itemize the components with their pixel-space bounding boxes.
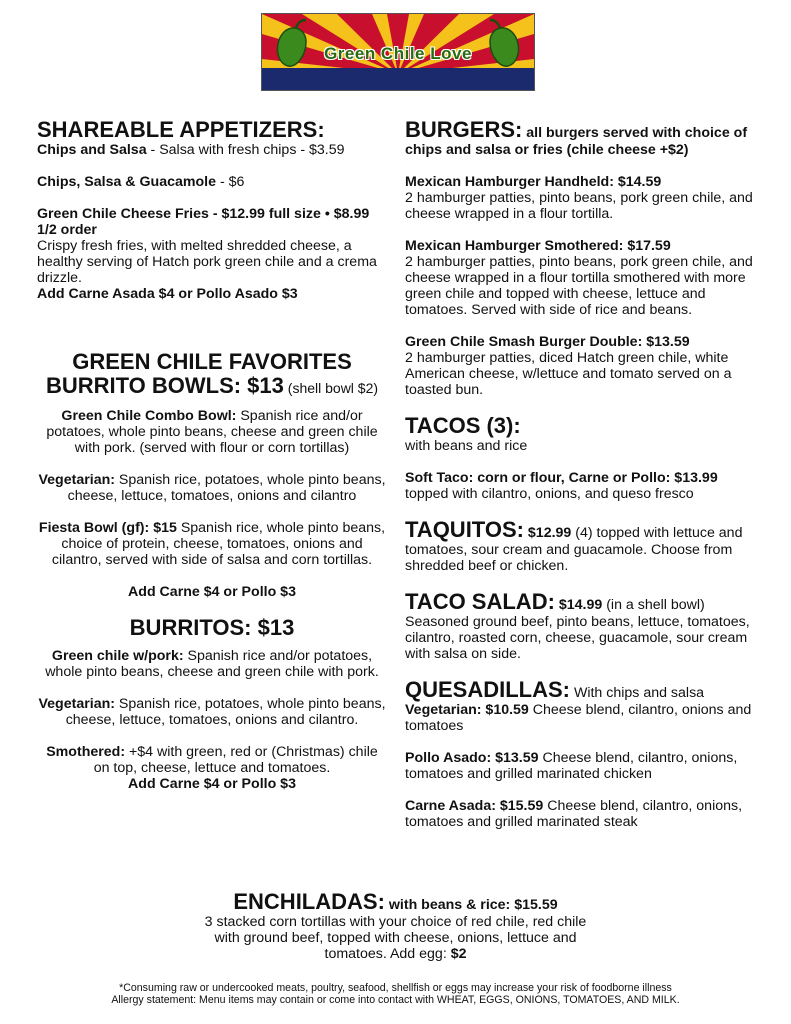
tacos-title: TACOS (3): xyxy=(405,413,521,438)
quesadillas-heading: QUESADILLAS: With chips and salsa xyxy=(405,677,705,702)
enchiladas-heading: ENCHILADAS: with beans & rice: $15.59 xyxy=(233,889,558,914)
menu-item: Carne Asada: $15.59 Cheese blend, cilantro, onions, tomatoes and grilled marinated steak xyxy=(405,798,743,830)
menu-item: Smothered: +$4 with green, red or (Christmas) chile on top, cheese, lettuce and tomatoes. xyxy=(46,744,378,776)
addon-note: Add Carne Asada $4 or Pollo Asado $3 xyxy=(37,286,298,302)
menu-item: Chips, Salsa & Guacamole - $6 xyxy=(37,174,245,190)
logo-text: Green Chile Love xyxy=(324,44,472,63)
addon-note: Add Carne $4 or Pollo $3 xyxy=(128,584,296,600)
menu-item: Vegetarian: Spanish rice, potatoes, whole pinto beans, cheese, lettuce, tomatoes, onions and cilantro xyxy=(38,472,386,504)
footer xyxy=(0,982,791,1006)
burritos-title: BURRITOS: $13 xyxy=(129,615,295,640)
tacos-sub: with beans and rice xyxy=(405,438,528,454)
left-column xyxy=(37,118,387,792)
menu-item: Vegetarian: $10.59 Cheese blend, cilantro, onions and tomatoes xyxy=(405,702,752,734)
menu-item: Vegetarian: Spanish rice, potatoes, whole pinto beans, cheese, lettuce, tomatoes, onions and cilantro. xyxy=(38,696,386,728)
menu-item: Green chile w/pork: Spanish rice and/or potatoes, whole pinto beans, cheese and green chile with pork. xyxy=(45,648,379,680)
favorites-title: GREEN CHILE FAVORITES xyxy=(72,349,352,374)
addon-note: Add Carne $4 or Pollo $3 xyxy=(128,776,296,792)
consumer-advisory: *Consuming raw or undercooked meats, poultry, seafood, shellfish or eggs may increase your risk of foodborne illness xyxy=(119,982,672,994)
right-column xyxy=(405,118,760,830)
menu-item: Soft Taco: corn or flour, Carne or Pollo: $13.99 topped with cilantro, onions, and queso fresco xyxy=(405,470,718,502)
menu-item: Mexican Hamburger Smothered: $17.59 2 hamburger patties, pinto beans, pork green chile, and cheese wrapped in a flour tortilla smothered with more green chile and topped with cheese, lettuce and tomatoes. Served with side of rice and beans. xyxy=(405,238,753,318)
menu-item: Chips and Salsa - Salsa with fresh chips - $3.59 xyxy=(37,142,345,158)
menu-item: Green Chile Smash Burger Double: $13.59 2 hamburger patties, diced Hatch green chile, white American cheese, w/lettuce and tomato served on a toasted bun. xyxy=(405,334,732,398)
menu-item: Mexican Hamburger Handheld: $14.59 2 hamburger patties, pinto beans, pork green chile, and cheese wrapped in a flour tortilla. xyxy=(405,174,753,222)
burgers-heading: BURGERS: all burgers served with choice of chips and salsa or fries (chile cheese +$2) xyxy=(405,117,748,158)
menu-item: Green Chile Combo Bowl: Spanish rice and/or potatoes, whole pinto beans, cheese and green chile with pork. (served with flour or corn tortillas) xyxy=(46,408,378,456)
menu-item: Pollo Asado: $13.59 Cheese blend, cilantro, onions, tomatoes and grilled marinated chicken xyxy=(405,750,738,782)
menu-item: Fiesta Bowl (gf): $15 Spanish rice, whole pinto beans, choice of protein, cheese, tomatoes, onions and cilantro, served with side of salsa and corn tortillas. xyxy=(38,520,386,568)
allergy-statement: Allergy statement: Menu items may contain or come into contact with WHEAT, EGGS, ONIONS, TOMATOES, AND MILK. xyxy=(111,994,680,1006)
taco-salad-item: TACO SALAD: $14.99 (in a shell bowl) Seasoned ground beef, pinto beans, lettuce, tomatoes, cilantro, roasted corn, cheese, guacamole, sour cream with salsa on side. xyxy=(405,589,750,662)
bowls-title: BURRITO BOWLS: $13 (shell bowl $2) xyxy=(45,373,379,398)
appetizers-title: SHAREABLE APPETIZERS: xyxy=(37,117,325,142)
taquitos-item: TAQUITOS: $12.99 (4) topped with lettuce and tomatoes, sour cream and guacamole. Choose from shredded beef or chicken. xyxy=(405,517,743,574)
enchiladas-desc: 3 stacked corn tortillas with your choice of red chile, red chile with ground beef, topped with cheese, onions, lettuce and tomatoes. Add egg: $2 xyxy=(204,914,587,962)
enchiladas-section xyxy=(0,890,791,962)
logo xyxy=(261,13,535,91)
menu-item: Green Chile Cheese Fries - $12.99 full size • $8.99 1/2 order Crispy fresh fries, with melted shredded cheese, a healthy serving of Hatch pork green chile and a crema drizzle. xyxy=(37,206,377,286)
